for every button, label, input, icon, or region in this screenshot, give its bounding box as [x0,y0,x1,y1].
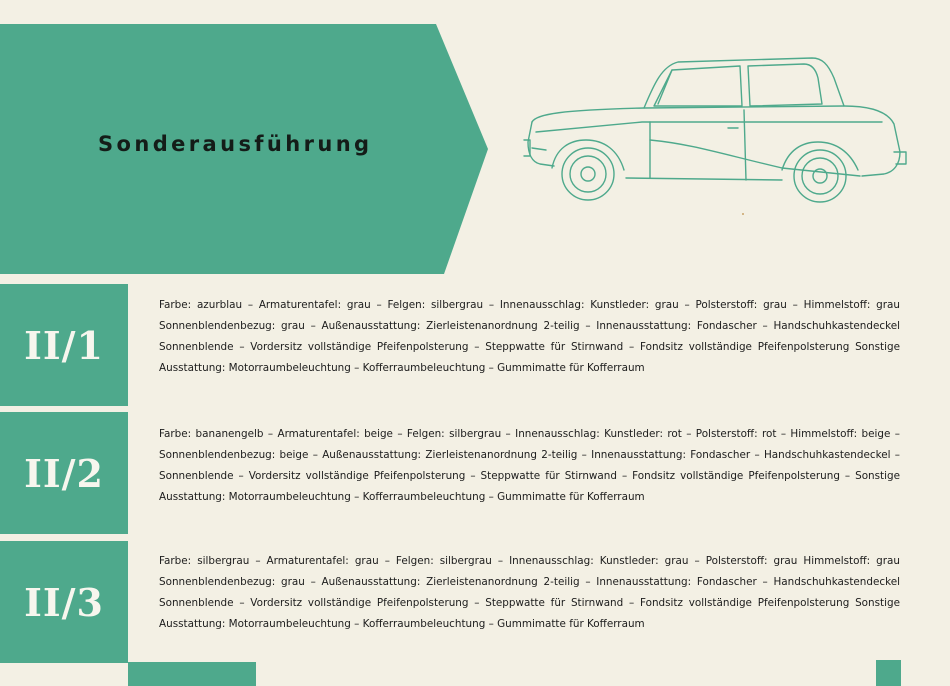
paper-speck [742,213,744,215]
model-label: II/3 [24,579,104,625]
car-side-illustration [522,44,908,214]
model-box-ii-3 [0,541,128,663]
model-label: II/1 [24,322,104,368]
footer-corner-block [876,660,901,686]
footer-tab-block [128,662,256,686]
model-label: II/2 [24,450,104,496]
model-box-ii-1 [0,284,128,406]
model-spec-text: Farbe: azurblau – Armaturentafel: grau – Felgen: silbergrau – Innenausschlag: Kunstleder: grau – Polsterstoff: grau – Himmelstoff: grau Sonnenblendenbezug: grau – Außenausstattung: Zierleistenanordnung 2-teilig – Innenausstattung: Fondascher – Handschuhkastendeckel Sonnenblende – Vordersitz vollständige Pfeifenpolsterung – Steppwatte für Stirnwand – Fondsitz vollständige Pfeifenpolsterung Sonstige Ausstattung: Motorraumbeleuchtung – Kofferraumbeleuchtung – Gummimatte für Kofferraum [159,299,900,374]
model-box-ii-2 [0,412,128,534]
model-spec-text: Farbe: silbergrau – Armaturentafel: grau – Felgen: silbergrau – Innenausschlag: Kunstleder: grau – Polsterstoff: grau Himmelstoff: grau Sonnenblendenbezug: grau – Außenausstattung: Zierleistenanordnung 2-teilig – Innenausstattung: Fondascher – Handschuhkastendeckel Sonnenblende – Vordersitz vollständige Pfeifenpolsterung – Steppwatte für Stirnwand – Fondsitz vollständige Pfeifenpolsterung Sonstige Ausstattung: Motorraumbeleuchtung – Kofferraumbeleuchtung – Gummimatte für Kofferraum [159,555,900,630]
page-title: Sonderausführung [98,132,373,156]
model-spec-text: Farbe: bananengelb – Armaturentafel: beige – Felgen: silbergrau – Innenausschlag: Kunstleder: rot – Polsterstoff: rot – Himmelstoff: beige – Sonnenblendenbezug: beige – Außenausstattung: Zierleistenanordnung 2-teilig – Innenausstattung: Fondascher – Handschuhkastendeckel – Sonnenblende – Vordersitz vollständige Pfeifenpolsterung – Steppwatte für Stirnwand – Fondsitz vollständige Pfeifenpolsterung – Sonstige Ausstattung: Motorraumbeleuchtung – Kofferraumbeleuchtung – Gummimatte für Kofferraum [159,428,900,503]
